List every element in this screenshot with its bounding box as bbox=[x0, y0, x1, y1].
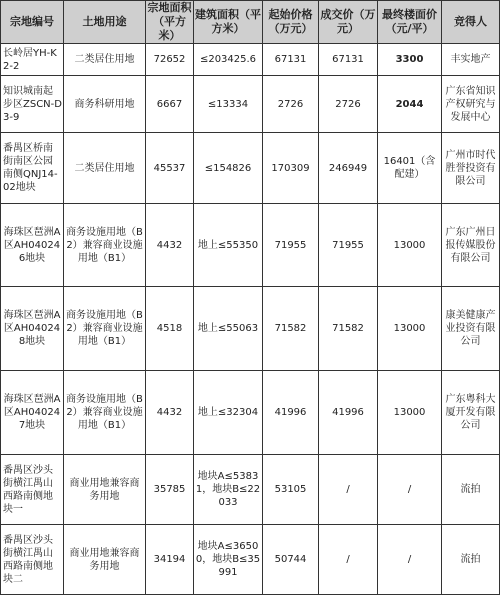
cell-land-use: 二类居住用地 bbox=[64, 44, 146, 76]
cell-start-price: 41996 bbox=[263, 371, 319, 455]
cell-parcel-id: 海珠区琶洲A区AH040247地块 bbox=[1, 371, 64, 455]
cell-deal-price: / bbox=[319, 455, 378, 525]
cell-winner: 丰实地产 bbox=[442, 44, 500, 76]
cell-site-area: 45537 bbox=[146, 133, 194, 204]
cell-site-area: 4432 bbox=[146, 204, 194, 287]
cell-site-area: 34194 bbox=[146, 525, 194, 595]
cell-building-area: ≤203425.6 bbox=[194, 44, 263, 76]
cell-deal-price: 246949 bbox=[319, 133, 378, 204]
cell-deal-price: / bbox=[319, 525, 378, 595]
cell-building-area: ≤154826 bbox=[194, 133, 263, 204]
cell-land-use: 商业用地兼容商务用地 bbox=[64, 455, 146, 525]
header-final-price: 最终楼面价（元/平） bbox=[378, 1, 442, 44]
cell-winner: 广东省知识产权研究与发展中心 bbox=[442, 76, 500, 133]
cell-start-price: 50744 bbox=[263, 525, 319, 595]
cell-parcel-id: 番禺区沙头街横江禺山西路南侧地块二 bbox=[1, 525, 64, 595]
cell-start-price: 170309 bbox=[263, 133, 319, 204]
cell-deal-price: 71955 bbox=[319, 204, 378, 287]
cell-land-use: 商务设施用地（B2）兼容商业设施用地（B1） bbox=[64, 371, 146, 455]
header-land-use: 土地用途 bbox=[64, 1, 146, 44]
cell-start-price: 71582 bbox=[263, 287, 319, 371]
cell-land-use: 二类居住用地 bbox=[64, 133, 146, 204]
cell-building-area: 地块A≤36500，地块B≤35991 bbox=[194, 525, 263, 595]
cell-final-price: 13000 bbox=[378, 371, 442, 455]
table-row bbox=[1, 204, 500, 287]
cell-winner: 广东广州日报传媒股份有限公司 bbox=[442, 204, 500, 287]
cell-land-use: 商务设施用地（B2）兼容商业设施用地（B1） bbox=[64, 204, 146, 287]
table-row bbox=[1, 455, 500, 525]
table-row bbox=[1, 44, 500, 76]
header-building-area: 建筑面积（平方米） bbox=[194, 1, 263, 44]
header-site-area: 宗地面积（平方米） bbox=[147, 1, 192, 42]
header-start-price: 起始价格（万元） bbox=[263, 1, 319, 44]
cell-start-price: 53105 bbox=[263, 455, 319, 525]
cell-land-use: 商务设施用地（B2）兼容商业设施用地（B1） bbox=[64, 287, 146, 371]
cell-site-area: 4432 bbox=[146, 371, 194, 455]
cell-building-area: 地上≤55063 bbox=[194, 287, 263, 371]
cell-deal-price: 67131 bbox=[319, 44, 378, 76]
table-row bbox=[1, 287, 500, 371]
cell-start-price: 2726 bbox=[263, 76, 319, 133]
cell-parcel-id: 知识城南起步区ZSCN-D3-9 bbox=[1, 76, 64, 133]
cell-site-area: 72652 bbox=[146, 44, 194, 76]
cell-building-area: 地上≤55350 bbox=[194, 204, 263, 287]
table-header-row bbox=[1, 1, 500, 44]
cell-winner: 流拍 bbox=[442, 525, 500, 595]
cell-parcel-id: 番禺区桥南街南区公园南侧QNJ14-02地块 bbox=[1, 133, 64, 204]
cell-building-area: ≤13334 bbox=[194, 76, 263, 133]
cell-final-price: 2044 bbox=[378, 76, 442, 133]
cell-deal-price: 71582 bbox=[319, 287, 378, 371]
header-winner: 竞得人 bbox=[442, 1, 500, 44]
header-deal-price: 成交价（万元） bbox=[319, 1, 378, 44]
cell-final-price: 13000 bbox=[378, 204, 442, 287]
cell-final-price: / bbox=[378, 455, 442, 525]
cell-site-area: 35785 bbox=[146, 455, 194, 525]
cell-final-price: 3300 bbox=[378, 44, 442, 76]
table-row bbox=[1, 371, 500, 455]
cell-parcel-id: 番禺区沙头街横江禺山西路南侧地块一 bbox=[1, 455, 64, 525]
cell-deal-price: 2726 bbox=[319, 76, 378, 133]
table-row bbox=[1, 525, 500, 595]
cell-parcel-id: 海珠区琶洲A区AH040246地块 bbox=[1, 204, 64, 287]
cell-final-price: 13000 bbox=[378, 287, 442, 371]
cell-parcel-id: 海珠区琶洲A区AH040248地块 bbox=[1, 287, 64, 371]
cell-building-area: 地上≤32304 bbox=[194, 371, 263, 455]
cell-winner: 康美健康产业投资有限公司 bbox=[442, 287, 500, 371]
table-row bbox=[1, 133, 500, 204]
cell-parcel-id: 长岭居YH-K2-2 bbox=[1, 44, 64, 76]
cell-start-price: 67131 bbox=[263, 44, 319, 76]
cell-start-price: 71955 bbox=[263, 204, 319, 287]
cell-final-price: / bbox=[378, 525, 442, 595]
cell-winner: 流拍 bbox=[442, 455, 500, 525]
cell-land-use: 商业用地兼容商务用地 bbox=[64, 525, 146, 595]
cell-site-area: 6667 bbox=[146, 76, 194, 133]
cell-site-area: 4518 bbox=[146, 287, 194, 371]
cell-winner: 广东粤科大厦开发有限公司 bbox=[442, 371, 500, 455]
cell-land-use: 商务科研用地 bbox=[64, 76, 146, 133]
header-parcel-id: 宗地编号 bbox=[1, 1, 64, 44]
cell-deal-price: 41996 bbox=[319, 371, 378, 455]
cell-building-area: 地块A≤53831，地块B≤22033 bbox=[194, 455, 263, 525]
cell-winner: 广州市时代胜誉投资有限公司 bbox=[442, 133, 500, 204]
table-row bbox=[1, 76, 500, 133]
cell-final-price: 16401（含配建） bbox=[378, 133, 442, 204]
